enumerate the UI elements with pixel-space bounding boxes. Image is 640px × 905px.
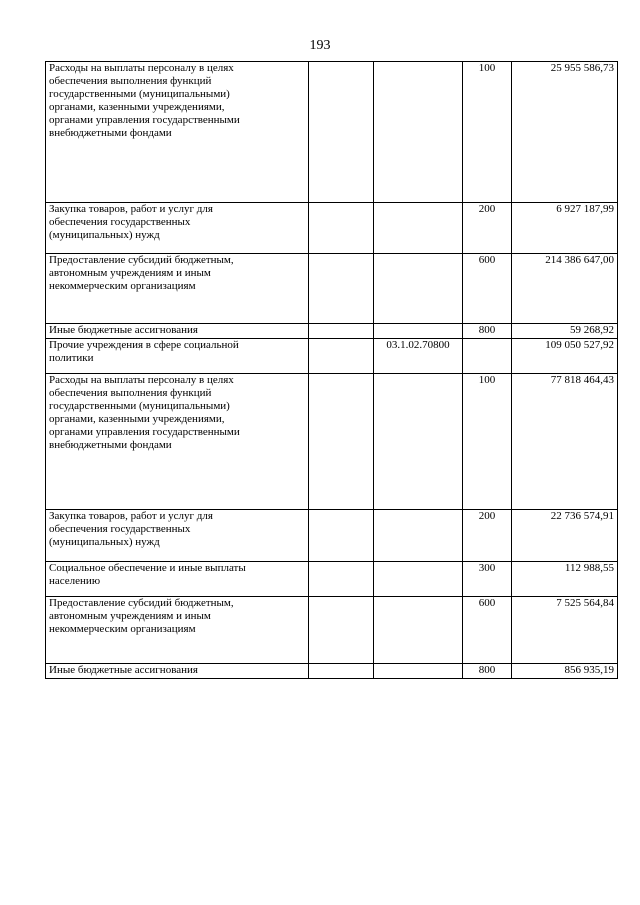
amount-cell: 6 927 187,99 [512, 203, 618, 254]
row-description: Иные бюджетные ассигнования [49, 324, 198, 336]
row-name-cell [46, 510, 309, 562]
target-code-cell [374, 324, 463, 339]
amount-cell: 22 736 574,91 [512, 510, 618, 562]
target-code-cell [374, 374, 463, 510]
row-name-cell [46, 339, 309, 374]
table-row [46, 664, 618, 679]
expense-type-cell: 800 [463, 324, 512, 339]
row-description: Прочие учреждения в сфере социальной политики [49, 339, 239, 364]
target-code-cell [374, 562, 463, 597]
row-description: Закупка товаров, работ и услуг для обеспечения государственных (муниципальных) нужд [49, 510, 213, 548]
amount-cell: 25 955 586,73 [512, 62, 618, 203]
amount-cell: 112 988,55 [512, 562, 618, 597]
target-code-cell [374, 664, 463, 679]
section-code-cell [309, 664, 374, 679]
table-row [46, 254, 618, 324]
row-description: Расходы на выплаты персоналу в целях обеспечения выполнения функций государственными (муниципальными) органами, казенными учреждениями, органами управления государственными внебюджетными фондами [49, 374, 240, 451]
expense-type-cell: 200 [463, 203, 512, 254]
section-code-cell [309, 62, 374, 203]
section-code-cell [309, 562, 374, 597]
row-name-cell [46, 664, 309, 679]
expense-type-cell: 200 [463, 510, 512, 562]
section-code-cell [309, 597, 374, 664]
target-code-cell [374, 203, 463, 254]
row-name-cell [46, 374, 309, 510]
table-row [46, 562, 618, 597]
target-code-cell [374, 254, 463, 324]
target-code-cell [374, 510, 463, 562]
target-code-cell [374, 597, 463, 664]
row-description: Закупка товаров, работ и услуг для обеспечения государственных (муниципальных) нужд [49, 203, 213, 241]
table-row [46, 324, 618, 339]
table-row [46, 374, 618, 510]
row-name-cell [46, 62, 309, 203]
amount-cell: 7 525 564,84 [512, 597, 618, 664]
expense-type-cell: 100 [463, 62, 512, 203]
row-description: Предоставление субсидий бюджетным, автономным учреждениям и иным некоммерческим организациям [49, 254, 234, 292]
table-row [46, 339, 618, 374]
row-name-cell [46, 597, 309, 664]
budget-table [45, 61, 618, 679]
row-description: Расходы на выплаты персоналу в целях обеспечения выполнения функций государственными (муниципальными) органами, казенными учреждениями, органами управления государственными внебюджетными фондами [49, 62, 240, 139]
table-row [46, 510, 618, 562]
section-code-cell [309, 374, 374, 510]
amount-cell: 214 386 647,00 [512, 254, 618, 324]
section-code-cell [309, 324, 374, 339]
expense-type-cell: 100 [463, 374, 512, 510]
table-row [46, 62, 618, 203]
target-code-cell: 03.1.02.70800 [374, 339, 463, 374]
amount-cell: 856 935,19 [512, 664, 618, 679]
expense-type-cell: 800 [463, 664, 512, 679]
target-code-cell [374, 62, 463, 203]
expense-type-cell [463, 339, 512, 374]
row-description: Предоставление субсидий бюджетным, автономным учреждениям и иным некоммерческим организациям [49, 597, 234, 635]
amount-cell: 77 818 464,43 [512, 374, 618, 510]
row-name-cell [46, 203, 309, 254]
page-number: 193 [309, 38, 331, 53]
expense-type-cell: 300 [463, 562, 512, 597]
expense-type-cell: 600 [463, 254, 512, 324]
table-row [46, 203, 618, 254]
row-name-cell [46, 324, 309, 339]
row-description: Социальное обеспечение и иные выплаты населению [49, 562, 246, 587]
row-description: Иные бюджетные ассигнования [49, 664, 198, 676]
section-code-cell [309, 254, 374, 324]
section-code-cell [309, 510, 374, 562]
row-name-cell [46, 254, 309, 324]
table-row [46, 597, 618, 664]
section-code-cell [309, 339, 374, 374]
amount-cell: 109 050 527,92 [512, 339, 618, 374]
amount-cell: 59 268,92 [512, 324, 618, 339]
row-name-cell [46, 562, 309, 597]
section-code-cell [309, 203, 374, 254]
expense-type-cell: 600 [463, 597, 512, 664]
